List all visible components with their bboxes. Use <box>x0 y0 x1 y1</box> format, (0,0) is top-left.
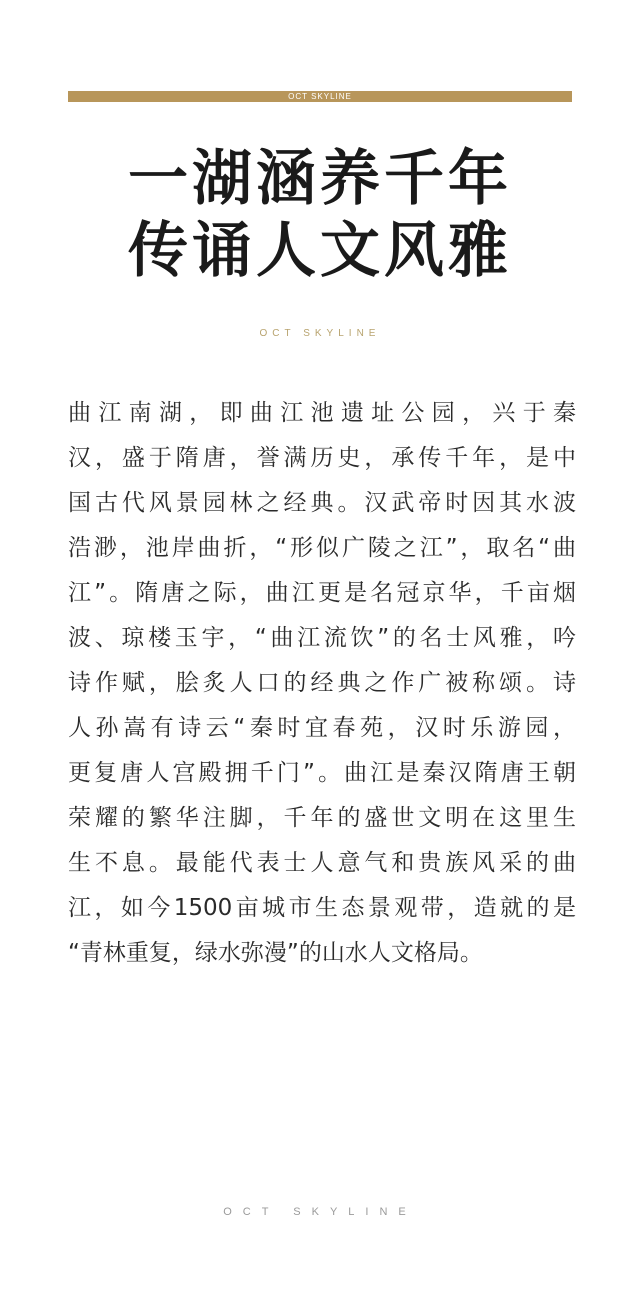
body-line: 波、琼楼玉宇，“曲江流饮”的名士风雅，吟 <box>68 625 576 651</box>
body-line: 曲江南湖，即曲江池遗址公园，兴于秦 <box>68 400 576 426</box>
body-line: 人孙嵩有诗云“秦时宜春苑，汉时乐游园， <box>68 715 576 741</box>
header-bar-label: OCT SKYLINE <box>288 92 352 101</box>
body-line: 荣耀的繁华注脚，千年的盛世文明在这里生 <box>68 805 576 831</box>
body-line: 生不息。最能代表士人意气和贵族风采的曲 <box>68 850 576 876</box>
page-title <box>0 143 640 287</box>
footer-brand: OCT SKYLINE <box>223 1206 417 1218</box>
body-line: 江，如今1500亩城市生态景观带，造就的是 <box>68 895 576 921</box>
body-line: 江”。隋唐之际，曲江更是名冠京华，千亩烟 <box>68 580 576 606</box>
header-bar <box>68 91 572 102</box>
title-line-1: 一湖涵养千年 <box>128 144 512 214</box>
body-line: “青林重复，绿水弥漫”的山水人文格局。 <box>68 940 483 966</box>
body-line: 诗作赋，脍炙人口的经典之作广被称颂。诗 <box>68 670 576 696</box>
body-line: 汉，盛于隋唐，誉满历史，承传千年，是中 <box>68 445 576 471</box>
subtitle: OCT SKYLINE <box>259 328 381 339</box>
title-line-2: 传诵人文风雅 <box>128 216 512 286</box>
body-line: 更复唐人宫殿拥千门”。曲江是秦汉隋唐王朝 <box>68 760 576 786</box>
body-line: 国古代风景园林之经典。汉武帝时因其水波 <box>68 490 576 516</box>
body-paragraph <box>68 391 576 976</box>
body-line: 浩渺，池岸曲折，“形似广陵之江”，取名“曲 <box>68 535 576 561</box>
